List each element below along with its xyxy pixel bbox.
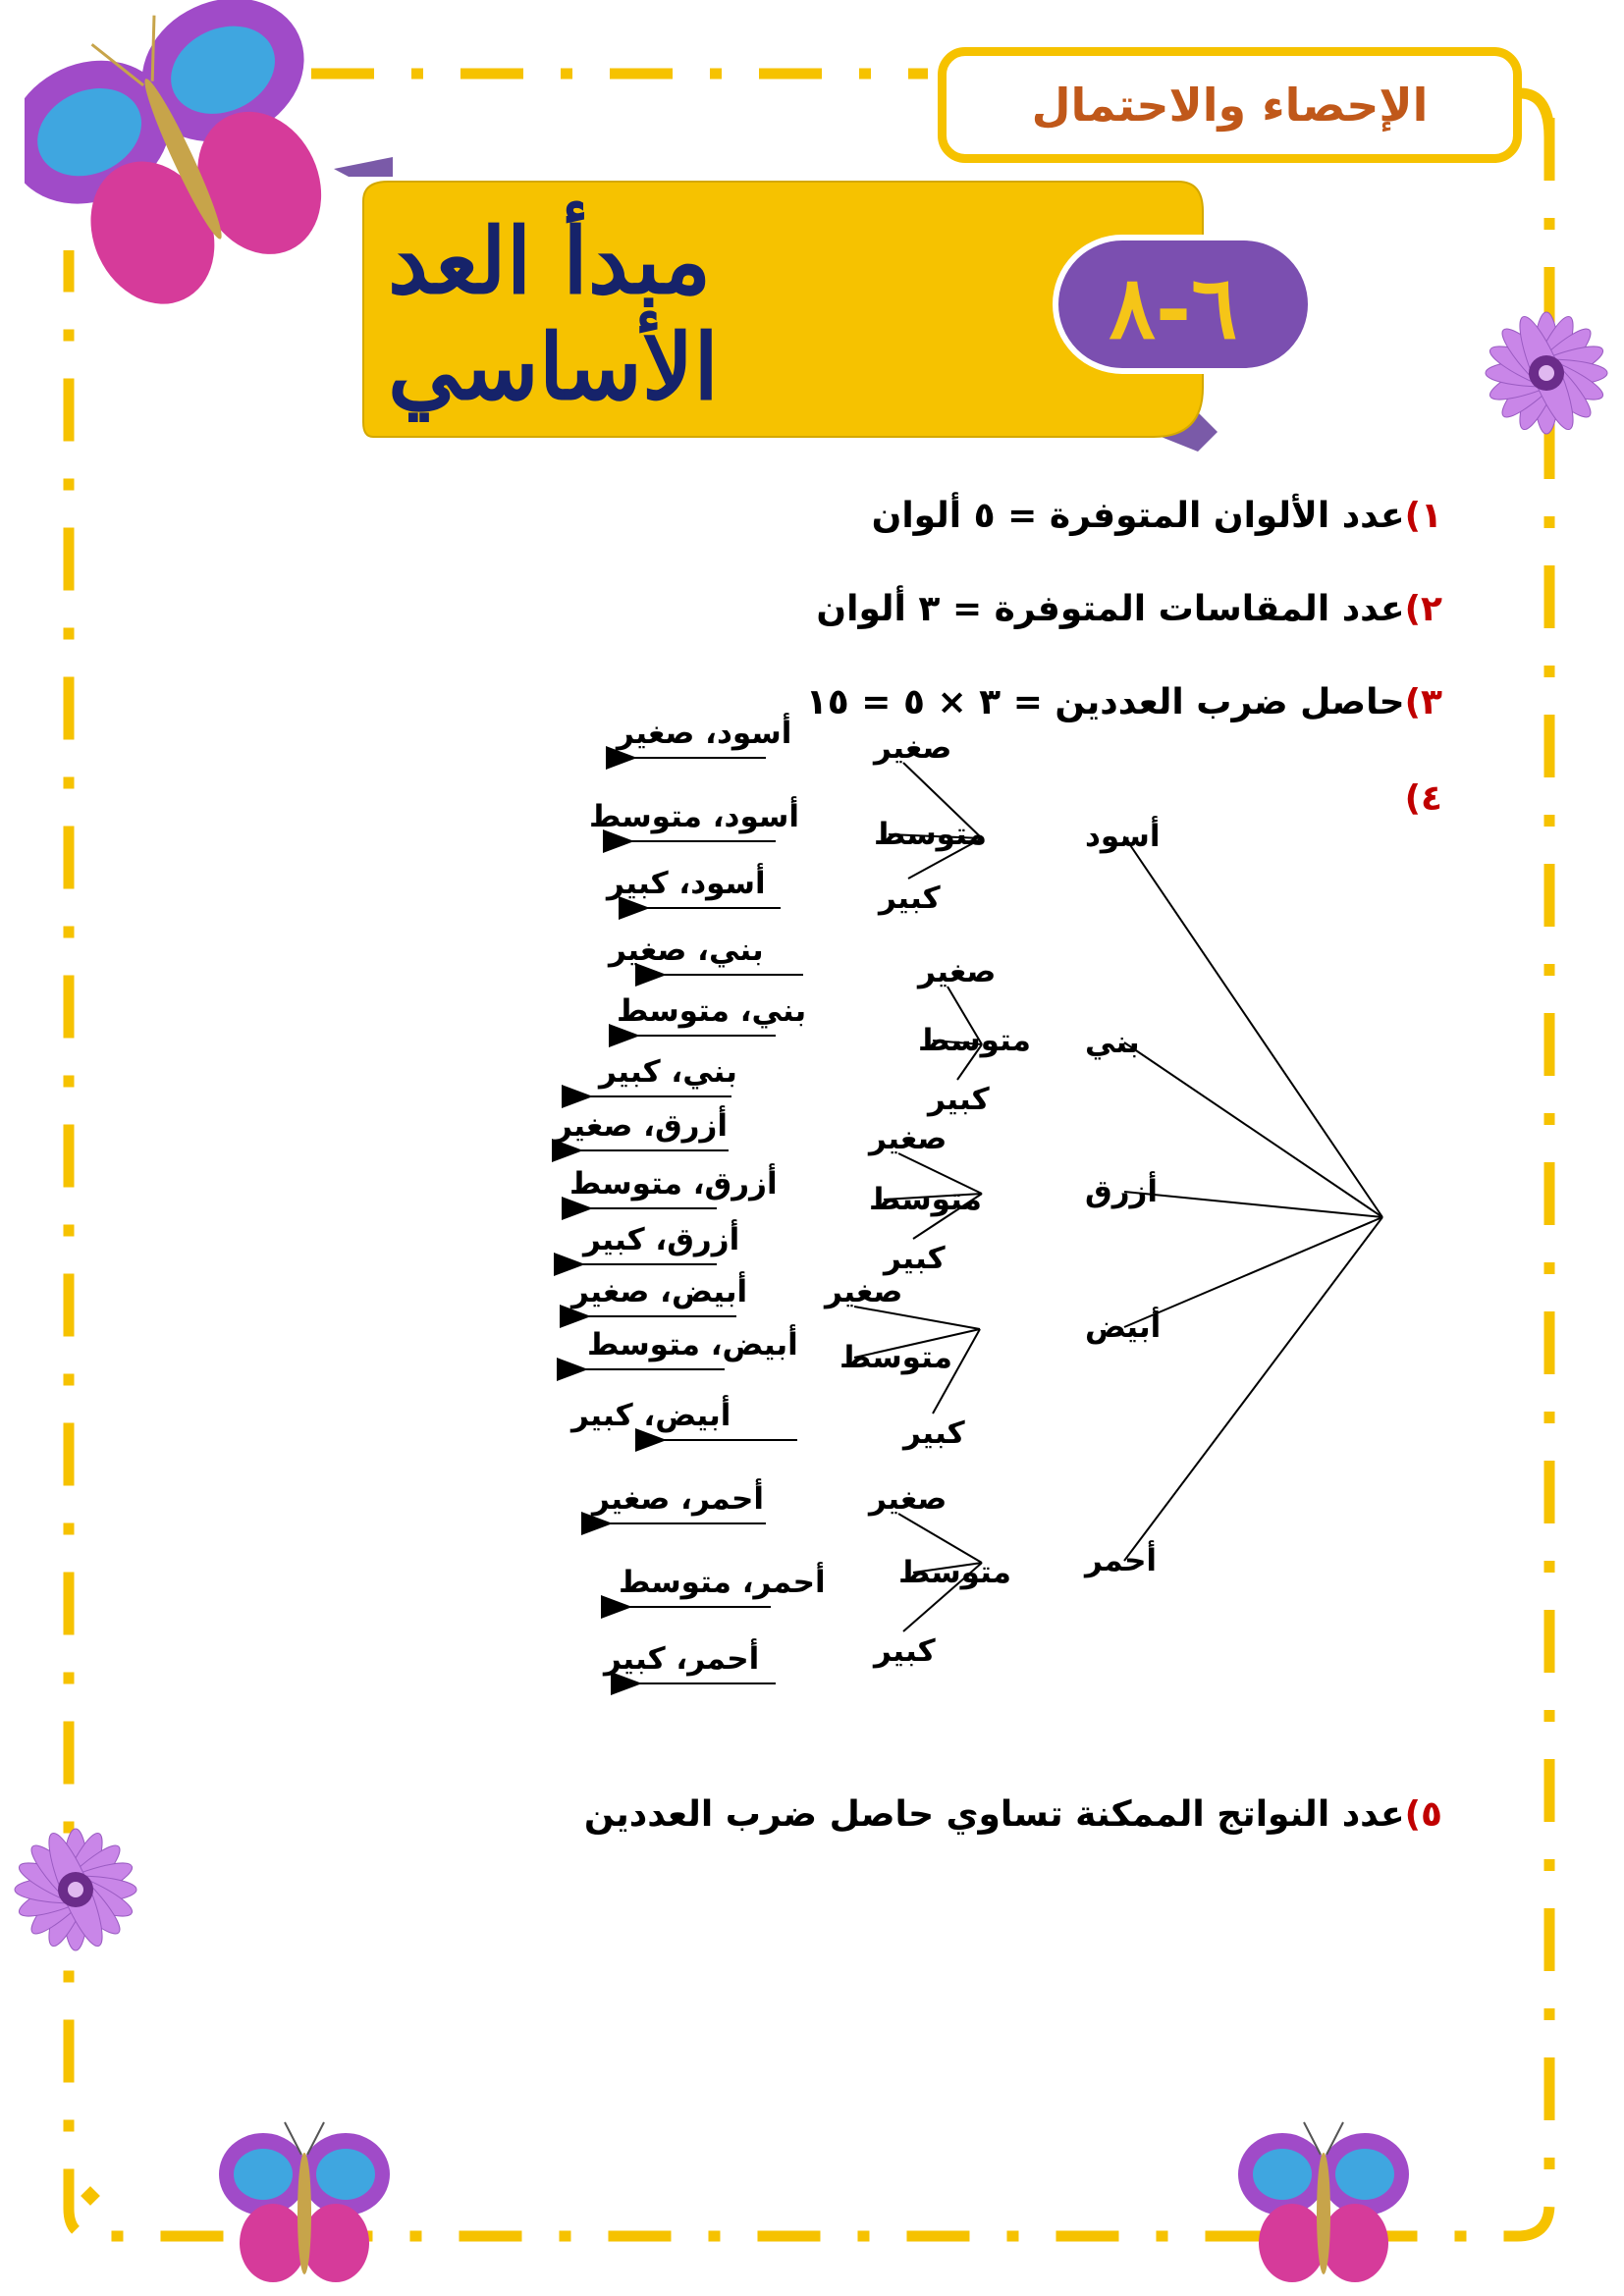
tree-outcome-label: أبيض، متوسط (587, 1327, 798, 1362)
tree-size-label: صغير (869, 1121, 947, 1156)
tree-branch-line (1124, 1217, 1382, 1327)
question-number: ٢) (1404, 589, 1442, 629)
question-text: عدد الألوان المتوفرة = ٥ ألوان (871, 496, 1405, 536)
tree-branch-line (854, 1307, 980, 1329)
tree-outcome-label: أسود، صغير (617, 716, 792, 751)
tree-outcome-label: أبيض، صغير (571, 1274, 748, 1309)
tree-color-label: أسود (1085, 819, 1161, 854)
tree-size-label: كبير (928, 1082, 990, 1117)
question-number: ١) (1404, 496, 1442, 536)
tree-color-label: بني (1085, 1025, 1140, 1060)
tree-size-label: كبير (879, 881, 941, 916)
tree-outcome-label: أزرق، صغير (555, 1108, 728, 1144)
lesson-title: مبدأ العد الأساسي (388, 208, 719, 420)
tree-outcome-label: أحمر، كبير (604, 1641, 760, 1677)
tree-size-label: كبير (874, 1633, 936, 1669)
tree-size-label: متوسط (869, 1182, 982, 1217)
tree-size-label: صغير (874, 730, 952, 766)
question-number: ٤) (1404, 778, 1442, 819)
tree-outcome-label: بني، صغير (609, 933, 764, 968)
tree-size-label: صغير (825, 1274, 903, 1309)
lesson-number: ٦-٨ (1109, 256, 1238, 358)
tree-size-label: متوسط (918, 1023, 1031, 1058)
tree-branch-line (1124, 1042, 1382, 1217)
question-number: ٣) (1404, 682, 1442, 722)
tree-outcome-label: أحمر، متوسط (619, 1565, 826, 1600)
tree-size-label: متوسط (874, 817, 987, 852)
tree-outcome-label: أزرق، متوسط (569, 1166, 778, 1201)
tree-size-label: صغير (918, 954, 997, 989)
question-text: عدد المقاسات المتوفرة = ٣ ألوان (816, 589, 1405, 629)
tree-color-label: أحمر (1085, 1543, 1158, 1578)
section-title: الإحصاء والاحتمال (1031, 79, 1429, 132)
tree-outcome-label: بني، متوسط (617, 993, 807, 1029)
tree-outcome-label: أحمر، صغير (592, 1481, 764, 1517)
tree-size-label: متوسط (898, 1555, 1011, 1590)
tree-branch-line (1124, 1192, 1382, 1217)
tree-outcome-label: أزرق، كبير (583, 1222, 740, 1257)
question-number: ٥) (1404, 1794, 1442, 1835)
tree-size-label: كبير (903, 1415, 965, 1451)
tree-size-label: صغير (869, 1481, 947, 1517)
question-text: حاصل ضرب العددين = ٣ × ٥ = ١٥ (805, 682, 1405, 722)
tree-outcome-label: بني، كبير (599, 1054, 737, 1090)
tree-size-label: متوسط (839, 1340, 952, 1375)
question-text: عدد النواتج الممكنة تساوي حاصل ضرب العددين (583, 1794, 1405, 1835)
tree-branch-line (1124, 836, 1382, 1217)
tree-outcome-label: أسود، كبير (607, 866, 766, 901)
tree-color-label: أزرق (1085, 1174, 1159, 1209)
tree-color-label: أبيض (1085, 1309, 1162, 1345)
tree-branch-line (1124, 1217, 1382, 1561)
tree-outcome-label: أسود، متوسط (589, 799, 799, 834)
tree-size-label: كبير (884, 1241, 946, 1276)
tree-outcome-label: أبيض، كبير (571, 1398, 731, 1433)
